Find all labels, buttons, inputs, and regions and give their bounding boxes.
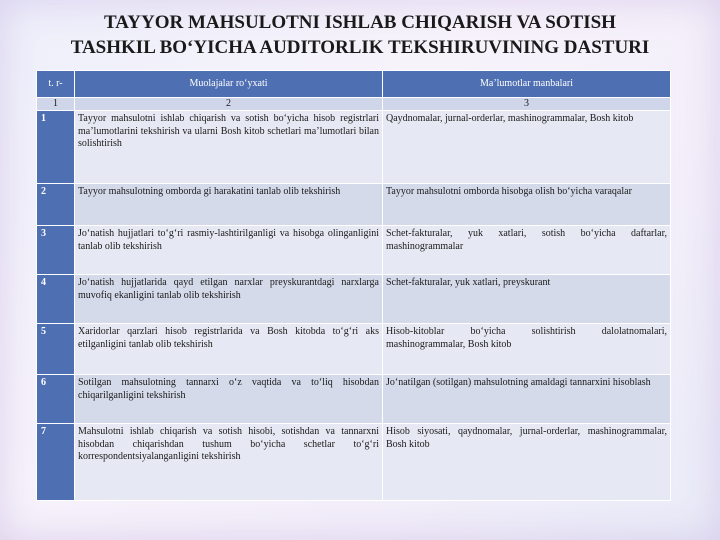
procedure-cell: Sotilgan mahsulotning tannarxi o‘z vaqtida va to‘liq hisobdan chiqarilganligini tekshirish	[75, 375, 383, 424]
source-cell: Hisob siyosati, qaydnomalar, jurnal-orderlar, mashinogrammalar, Bosh kitob	[383, 424, 671, 501]
row-index: 2	[37, 184, 75, 226]
table-row	[37, 275, 671, 324]
table-row	[37, 226, 671, 275]
row-index: 3	[37, 226, 75, 275]
procedure-cell: Mahsulotni ishlab chiqarish va sotish hisobi, sotishdan va tannarxni hisobdan chiqarishdan tushum bo‘yicha schetlar to‘g‘ri korrespondentsiyalanganligini tekshirish	[75, 424, 383, 501]
column-number: 2	[75, 98, 383, 111]
table-number-row	[37, 98, 671, 111]
source-cell: Tayyor mahsulotni omborda hisobga olish bo‘yicha varaqalar	[383, 184, 671, 226]
table-row	[37, 324, 671, 375]
table-row	[37, 111, 671, 184]
page-title	[0, 10, 720, 60]
header-sources: Ma’lumotlar manbalari	[383, 71, 671, 98]
header-procedures: Muolajalar ro‘yxati	[75, 71, 383, 98]
procedure-cell: Tayyor mahsulotning omborda gi harakatini tanlab olib tekshirish	[75, 184, 383, 226]
column-number: 1	[37, 98, 75, 111]
table-header-row	[37, 71, 671, 98]
table-row	[37, 375, 671, 424]
procedure-cell: Tayyor mahsulotni ishlab chiqarish va sotish bo‘yicha hisob registrlari ma’lumotlarini tekshirish va ularni Bosh kitob schetlari ma’lumotlari bilan solishtirish	[75, 111, 383, 184]
row-index: 5	[37, 324, 75, 375]
source-cell: Hisob-kitoblar bo‘yicha solishtirish dalolatnomalari, mashinogrammalar, Bosh kitob	[383, 324, 671, 375]
procedure-cell: Xaridorlar qarzlari hisob registrlarida va Bosh kitobda to‘g‘ri aks etilganligini tanlab olib tekshirish	[75, 324, 383, 375]
row-index: 6	[37, 375, 75, 424]
table-row	[37, 184, 671, 226]
source-cell: Schet-fakturalar, yuk xatlari, preyskurant	[383, 275, 671, 324]
procedure-cell: Jo‘natish hujjatlarida qayd etilgan narxlar preyskurantdagi narxlarga muvofiq ekanligini tanlab olib tekshirish	[75, 275, 383, 324]
source-cell: Jo‘natilgan (sotilgan) mahsulotning amaldagi tannarxini hisoblash	[383, 375, 671, 424]
source-cell: Schet-fakturalar, yuk xatlari, sotish bo‘yicha daftarlar, mashinogrammalar	[383, 226, 671, 275]
header-index: t. r-	[37, 71, 75, 98]
table-row	[37, 424, 671, 501]
procedure-cell: Jo‘natish hujjatlari to‘g‘ri rasmiy-lashtirilganligi va hisobga olinganligini tanlab olib tekshirish	[75, 226, 383, 275]
title-line-2: TASHKIL BO‘YICHA AUDITORLIK TEKSHIRUVINING DASTURI	[70, 37, 650, 58]
row-index: 4	[37, 275, 75, 324]
row-index: 1	[37, 111, 75, 184]
audit-program-table	[36, 70, 671, 501]
source-cell: Qaydnomalar, jurnal-orderlar, mashinogrammalar, Bosh kitob	[383, 111, 671, 184]
row-index: 7	[37, 424, 75, 501]
column-number: 3	[383, 98, 671, 111]
title-line-1: TAYYOR MAHSULOTNI ISHLAB CHIQARISH VA SOTISH	[104, 12, 616, 33]
